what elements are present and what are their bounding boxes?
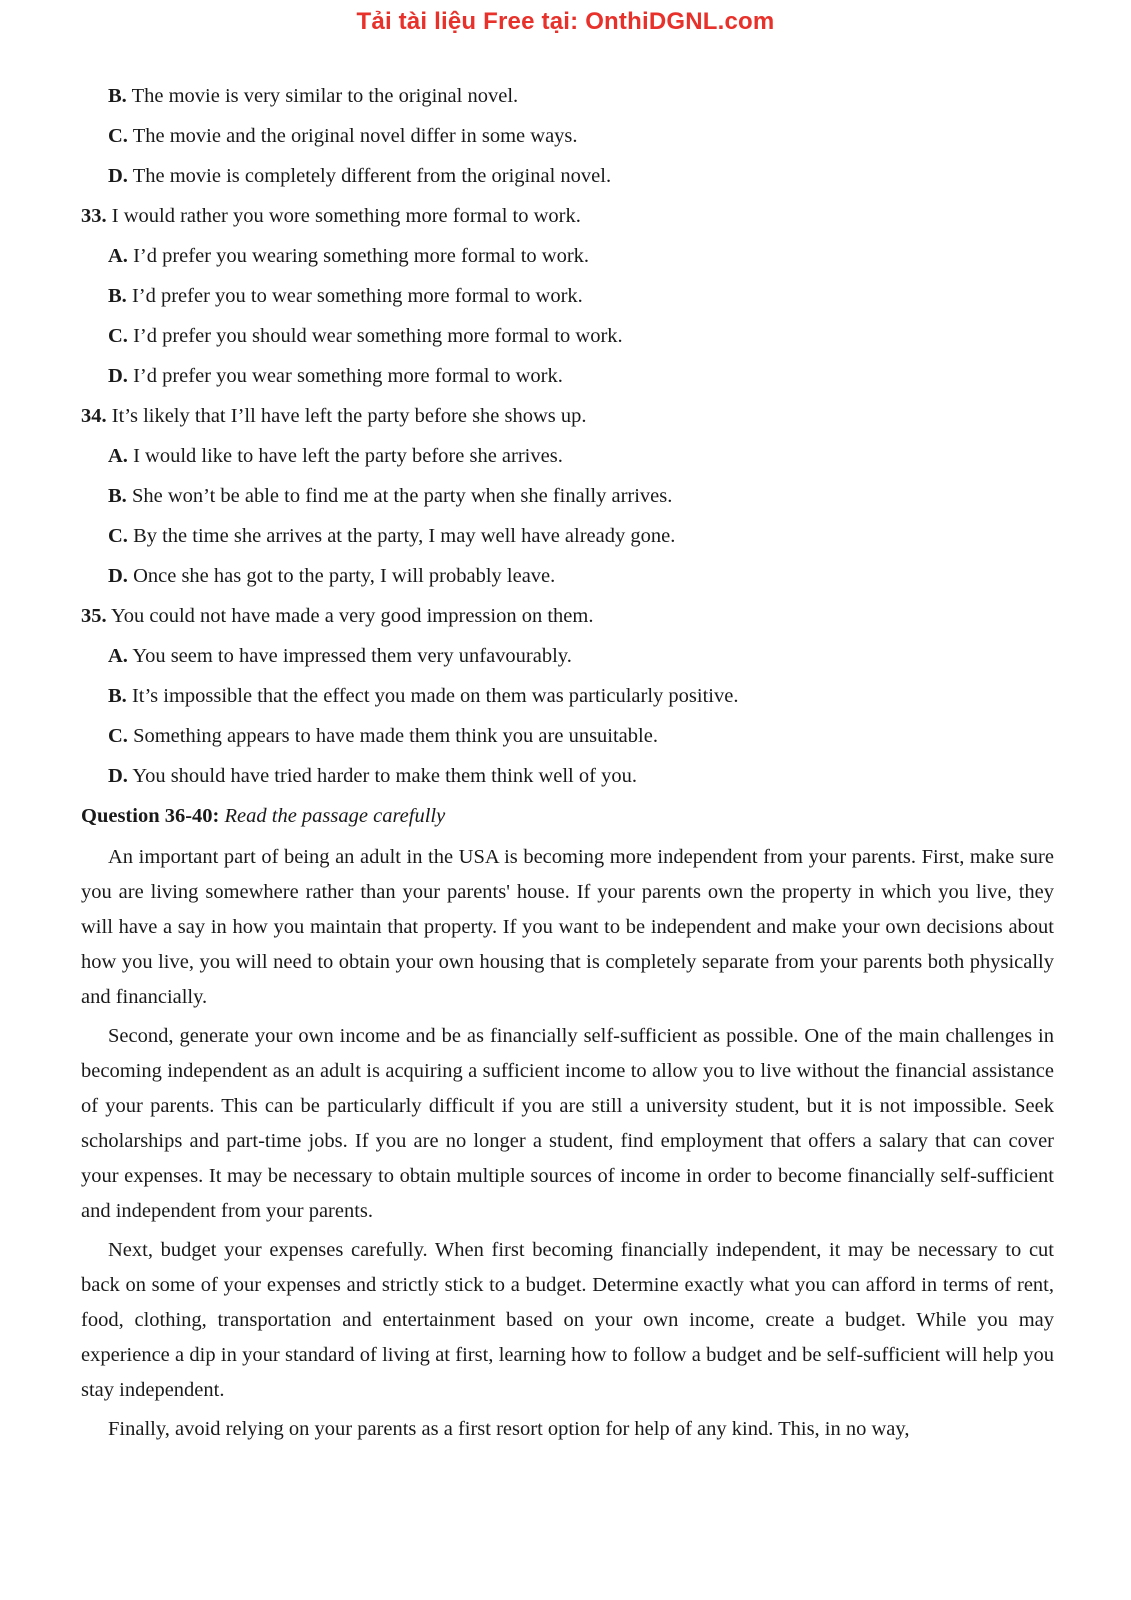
option-c: C. I’d prefer you should wear something more formal to work. — [108, 325, 623, 347]
question-35 — [81, 596, 1054, 796]
question-32-options — [81, 76, 1054, 196]
section-instruction: Read the passage carefully — [224, 805, 446, 827]
option-d: D. I’d prefer you wear something more formal to work. — [108, 365, 563, 387]
option-d: D. The movie is completely different from the original novel. — [108, 165, 612, 187]
option-d: D. You should have tried harder to make them think well of you. — [108, 765, 637, 787]
option-b: B. I’d prefer you to wear something more formal to work. — [108, 285, 583, 307]
question-stem: 33. I would rather you wore something more formal to work. — [81, 205, 581, 227]
option-a: A. I’d prefer you wearing something more formal to work. — [108, 245, 590, 267]
option-a: A. I would like to have left the party before she arrives. — [108, 445, 563, 467]
passage-paragraph-4: Finally, avoid relying on your parents as a first resort option for help of any kind. This, in no way, — [108, 1418, 910, 1440]
option-c: C. By the time she arrives at the party, I may well have already gone. — [108, 525, 676, 547]
option-d: D. Once she has got to the party, I will probably leave. — [108, 565, 556, 587]
option-a: A. You seem to have impressed them very unfavourably. — [108, 645, 572, 667]
question-stem: 35. You could not have made a very good impression on them. — [81, 605, 594, 627]
passage-paragraph-2: Second, generate your own income and be as financially self-sufficient as possible. One of the main challenges in becoming independent as an adult is acquiring a sufficient income to allow you to live without the financial assistance of your parents. This can be particularly difficult if you are still a university student, but it is not impossible. Seek scholarships and part-time jobs. If you are no longer a student, find employment that offers a salary that can cover your expenses. It may be necessary to obtain multiple sources of income in order to become financially self-sufficient and independent from your parents. — [81, 1025, 1054, 1222]
document-body — [81, 76, 1054, 1447]
passage-paragraph-3: Next, budget your expenses carefully. When first becoming financially independent, it may be necessary to cut back on some of your expenses and strictly stick to a budget. Determine exactly what you can afford in terms of rent, food, clothing, transportation and entertainment based on your own income, create a budget. While you may experience a dip in your standard of living at first, learning how to follow a budget and be self-sufficient will help you stay independent. — [81, 1239, 1054, 1401]
section-heading — [81, 796, 1054, 836]
source-banner[interactable]: Tải tài liệu Free tại: OnthiDGNL.com — [356, 8, 775, 35]
section-title: Question 36-40: — [81, 805, 220, 827]
option-b: B. She won’t be able to find me at the party when she finally arrives. — [108, 485, 673, 507]
question-34 — [81, 396, 1054, 596]
option-c: C. Something appears to have made them think you are unsuitable. — [108, 725, 658, 747]
option-b: B. The movie is very similar to the original novel. — [108, 85, 519, 107]
reading-passage — [81, 836, 1054, 1447]
option-b: B. It’s impossible that the effect you made on them was particularly positive. — [108, 685, 739, 707]
question-33 — [81, 196, 1054, 396]
option-c: C. The movie and the original novel differ in some ways. — [108, 125, 578, 147]
question-stem: 34. It’s likely that I’ll have left the party before she shows up. — [81, 405, 587, 427]
passage-paragraph-1: An important part of being an adult in the USA is becoming more independent from your parents. First, make sure you are living somewhere rather than your parents' house. If your parents own the property in which you live, they will have a say in how you maintain that property. If you want to be independent and make your own decisions about how you live, you will need to obtain your own housing that is completely separate from your parents both physically and financially. — [81, 846, 1054, 1008]
